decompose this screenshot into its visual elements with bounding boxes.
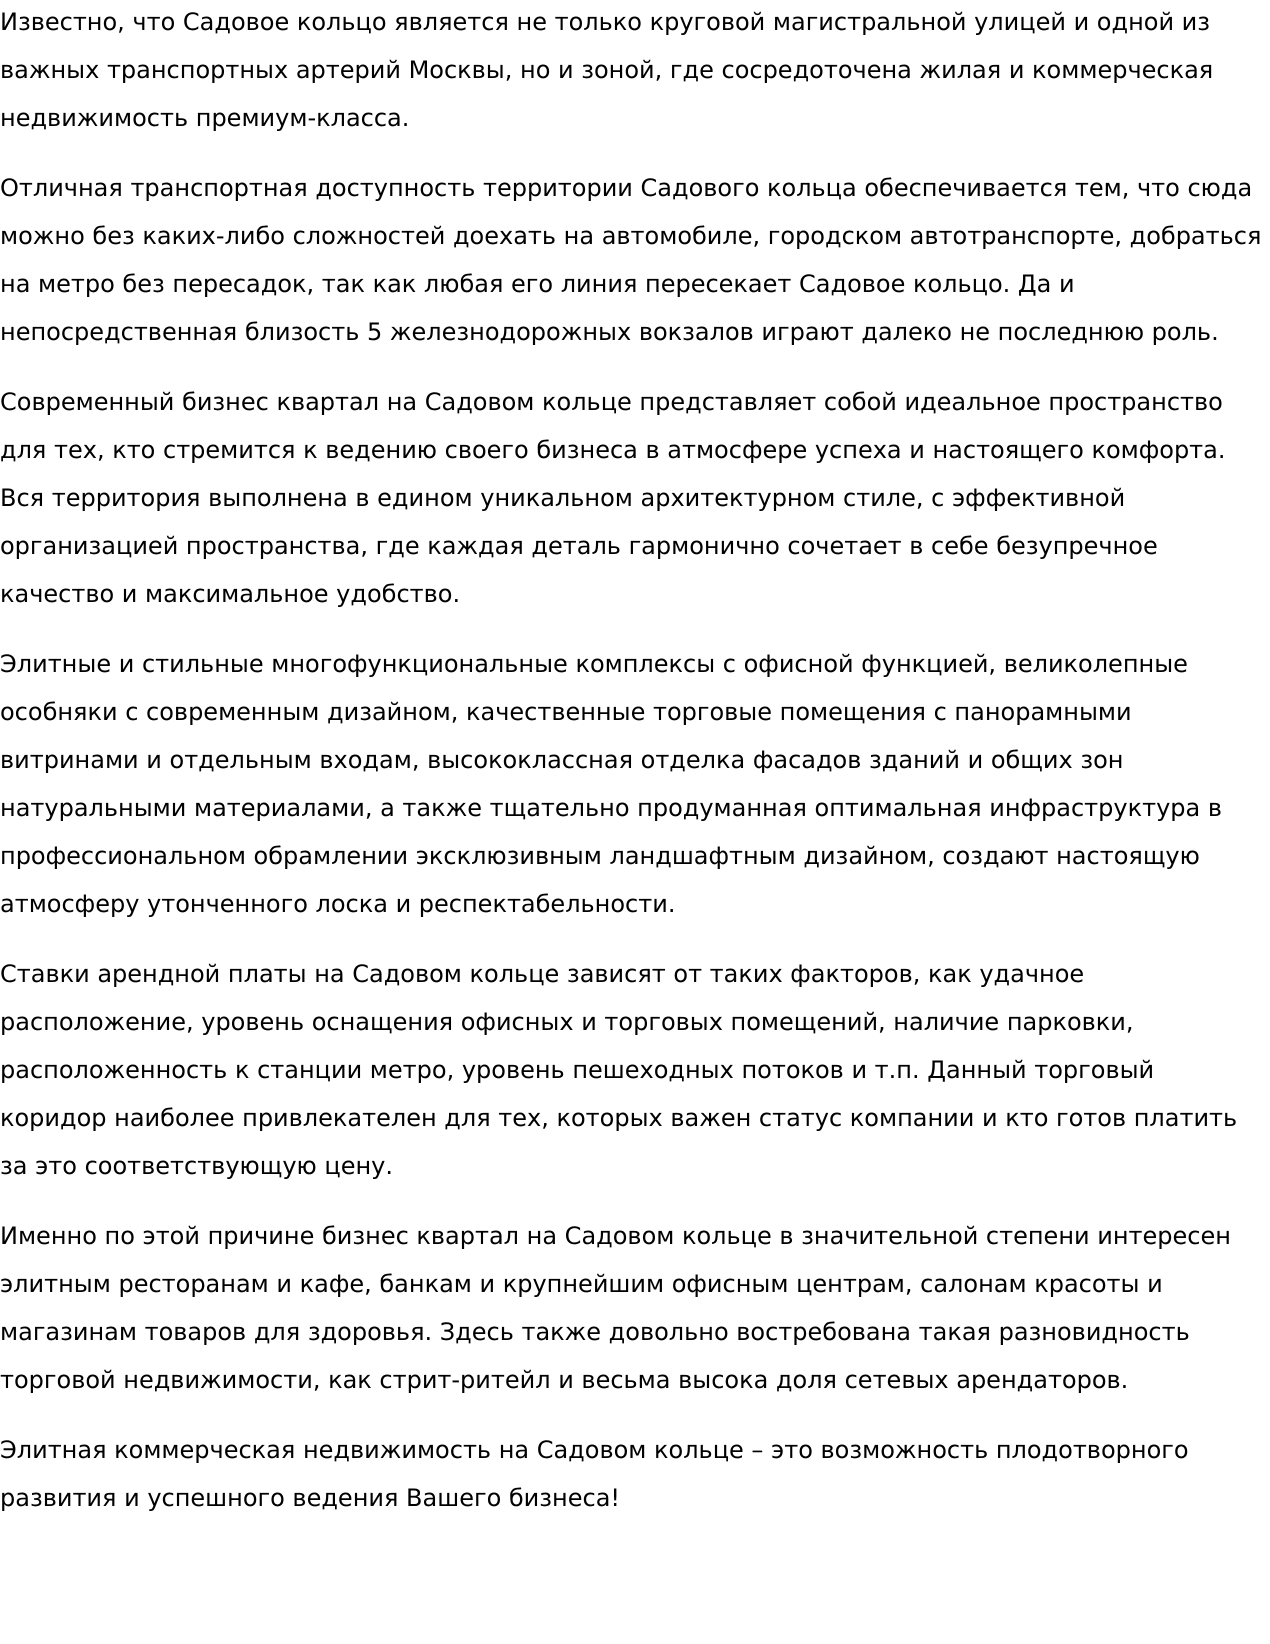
paragraph-tenants: Именно по этой причине бизнес квартал на Садовом кольце в значительной степени интересен элитным ресторанам и кафе, банкам и крупнейшим офисным центрам, салонам красоты и магазинам товаров для здоровья. Здесь также довольно востребована такая разновидность торговой недвижимости, как стрит-ритейл и весьма высока доля сетевых арендаторов. <box>0 1222 1231 1394</box>
paragraph-rental-rates: Ставки арендной платы на Садовом кольце зависят от таких факторов, как удачное расположение, уровень оснащения офисных и торговых помещений, наличие парковки, расположенность к станции метро, уровень пешеходных потоков и т.п. Данный торговый коридор наиболее привлекателен для тех, которых важен статус компании и кто готов платить за это соответствующую цену. <box>0 960 1238 1180</box>
paragraph-elite-complexes: Элитные и стильные многофункциональные комплексы с офисной функцией, великолепные особняки с современным дизайном, качественные торговые помещения с панорамными витринами и отдельным входам, высококлассная отделка фасадов зданий и общих зон натуральными материалами, а также тщательно продуманная оптимальная инфраструктура в профессиональном обрамлении эксклюзивным ландшафтным дизайном, создают настоящую атмосферу утонченного лоска и респектабельности. <box>0 650 1222 918</box>
paragraph-intro: Известно, что Садовое кольцо является не только круговой магистральной улицей и одной из важных транспортных артерий Москвы, но и зоной, где сосредоточена жилая и коммерческая недвижимость премиум-класса. <box>0 8 1214 132</box>
paragraph-conclusion: Элитная коммерческая недвижимость на Садовом кольце – это возможность плодотворного развития и успешного ведения Вашего бизнеса! <box>0 1436 1189 1512</box>
paragraph-transport-access: Отличная транспортная доступность территории Садового кольца обеспечивается тем, что сюда можно без каких-либо сложностей доехать на автомобиле, городском автотранспорте, добраться на метро без пересадок, так как любая его линия пересекает Садовое кольцо. Да и непосредственная близость 5 железнодорожных вокзалов играют далеко не последнюю роль. <box>0 174 1262 346</box>
paragraph-business-quarter: Современный бизнес квартал на Садовом кольце представляет собой идеальное пространство для тех, кто стремится к ведению своего бизнеса в атмосфере успеха и настоящего комфорта. Вся территория выполнена в едином уникальном архитектурном стиле, с эффективной организацией пространства, где каждая деталь гармонично сочетает в себе безупречное качество и максимальное удобство. <box>0 388 1226 608</box>
